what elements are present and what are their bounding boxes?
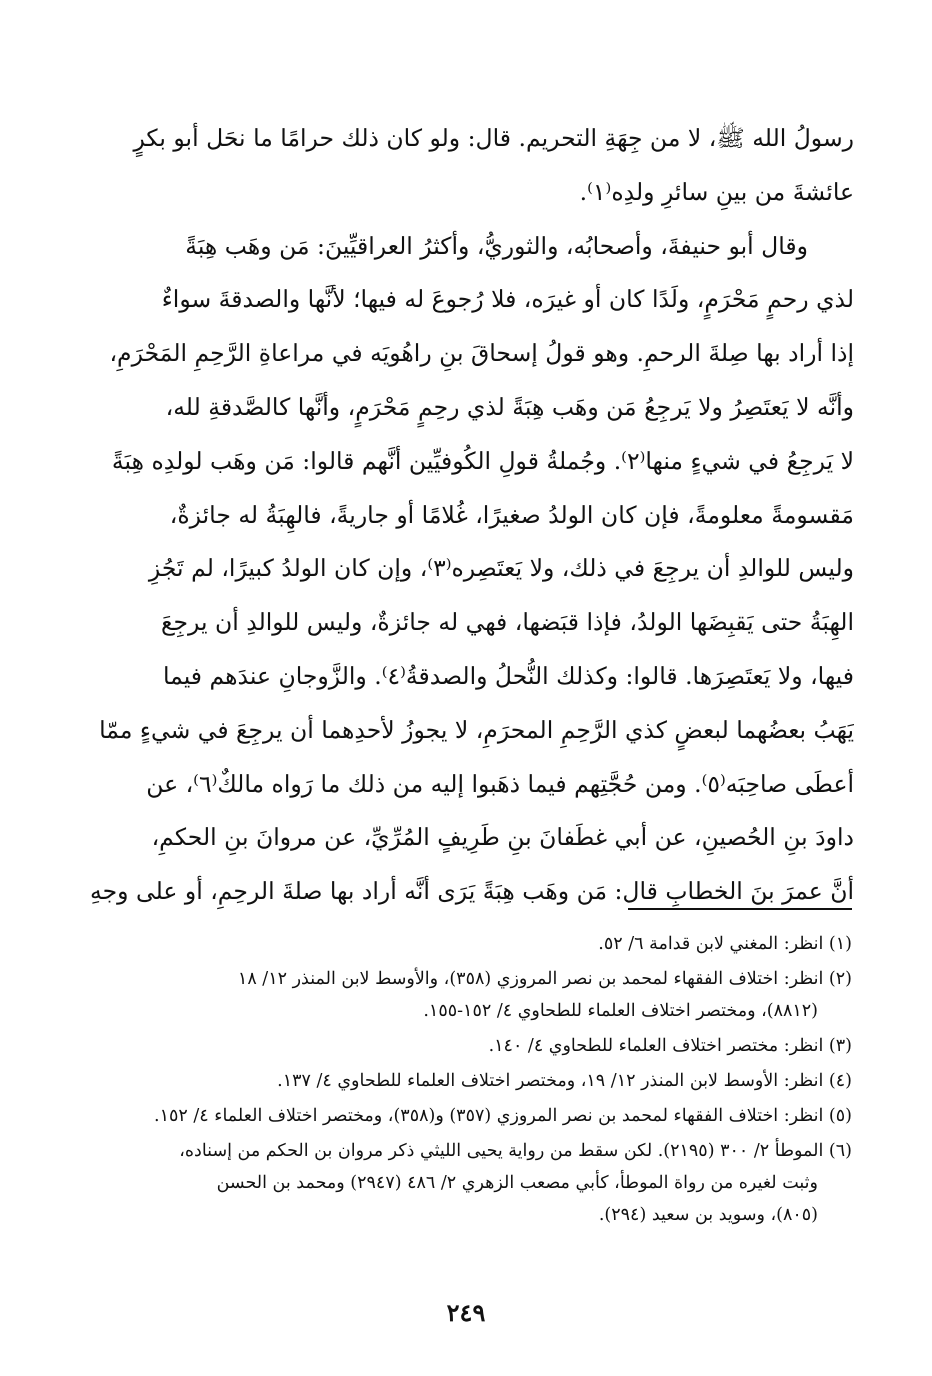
footnote-line: (٣) انظر: مختصر اختلاف العلماء للطحاوي ٤/ ١٤٠. <box>488 1036 852 1056</box>
text-line: لذي رحمٍ مَحْرَمٍ، ولَدًا كان أو غيرَه، فلا رُجوعَ له فيها؛ لأنَّها والصدقةَ سواءٌ <box>161 285 854 314</box>
footnote-line: (٦) الموطأ ٢/ ٣٠٠ (٢١٩٥). لكن سقط من رواية يحيى الليثي ذكر مروان بن الحكم من إسناده، <box>179 1141 852 1161</box>
text-line: فيها، ولا يَعتَصِرَها. قالوا: وكذلك النُّحلُ والصدقةُ⁽٤⁾. والزَّوجانِ عندَهم فيما <box>162 661 854 690</box>
footnote-line: (١) انظر: المغني لابن قدامة ٦/ ٥٢. <box>598 934 852 954</box>
footnotes <box>92 928 852 1231</box>
main-text-body <box>86 112 854 919</box>
footnote-4 <box>92 1065 852 1097</box>
text-line: مَقسومةً معلومةً، فإن كان الولدُ صغيرًا، غُلامًا أو جاريةً، فالهِبَةُ له جائزةٌ، <box>169 500 854 529</box>
footnote-1 <box>92 928 852 960</box>
text-line: وليس للوالدِ أن يرجِعَ في ذلك، ولا يَعتَصِره⁽٣⁾، وإن كان الولدُ كبيرًا، لم تَجُزِ <box>148 554 854 583</box>
footnote-6 <box>92 1135 852 1231</box>
footnote-line: (٢) انظر: اختلاف الفقهاء لمحمد بن نصر المروزي (٣٥٨)، والأوسط لابن المنذر ١٢/ ١٨ <box>237 969 852 989</box>
footnote-line: (٥) انظر: اختلاف الفقهاء لمحمد بن نصر المروزي (٣٥٧) و(٣٥٨)، ومختصر اختلاف العلماء ٤/ ١٥٢. <box>154 1106 852 1126</box>
text-line: إذا أراد بها صِلةَ الرحمِ. وهو قولُ إسحاقَ بنِ راهُويَه في مراعاةِ الرَّحِمِ المَحْرَمِ، <box>109 339 854 368</box>
footnote-line: (٨٠٥)، وسويد بن سعيد (٢٩٤). <box>598 1205 818 1225</box>
page-number: ٢٤٩ <box>446 1298 486 1327</box>
footnote-line: (٤) انظر: الأوسط لابن المنذر ١٢/ ١٩، ومختصر اختلاف العلماء للطحاوي ٤/ ١٣٧. <box>277 1071 852 1091</box>
footnote-separator <box>628 908 852 910</box>
text-line: أنَّ عمرَ بنَ الخطابِ قال: مَن وهَب هِبَةً يَرَى أنَّه أراد بها صلةَ الرحِمِ، أو على وجهِ <box>90 877 854 906</box>
text-line: داودَ بنِ الحُصينِ، عن أبي غطَفانَ بنِ طَرِيفٍ المُرِّيِّ، عن مروانَ بنِ الحكمِ، <box>151 823 854 852</box>
text-line: رسولُ الله ﷺ، لا من جِهَةِ التحريم. قال: ولو كان ذلك حرامًا ما نحَل أبو بكرٍ <box>133 124 854 152</box>
text-line: عائشةَ من بينِ سائرِ ولدِه⁽١⁾. <box>579 177 854 206</box>
footnote-3 <box>92 1030 852 1062</box>
footnote-line: وثبت لغيره من رواة الموطأ، كأبي مصعب الزهري ٢/ ٤٨٦ (٢٩٤٧) ومحمد بن الحسن <box>216 1173 818 1193</box>
text-line: الهِبَةُ حتى يَقبِضَها الولدُ، فإذا قبَضها، فهي له جائزةٌ، وليس للوالدِ أن يرجِعَ <box>160 608 854 637</box>
footnote-line: (٨٨١٢)، ومختصر اختلاف العلماء للطحاوي ٤/ ١٥٢-١٥٥. <box>423 1001 818 1021</box>
text-line: وأنَّه لا يَعتَصِرُ ولا يَرجِعُ مَن وهَب هِبَةً لذي رحِمٍ مَحْرَمٍ، وأنَّها كالصَّدقةِ لله، <box>165 392 854 421</box>
footnote-5 <box>92 1100 852 1132</box>
text-line: يَهَبُ بعضُهما لبعضٍ كذي الرَّحِمِ المحرَمِ، لا يجوزُ لأحدِهما أن يرجِعَ في شيءٍ ممّا <box>99 715 854 744</box>
text-line: أعطَى صاحِبَه⁽٥⁾. ومن حُجَّتِهم فيما ذهَبوا إليه من ذلك ما رَواه مالكٌ⁽٦⁾، عن <box>146 769 854 798</box>
text-line: وقال أبو حنيفةَ، وأصحابُه، والثوريُّ، وأكثرُ العراقيِّينَ: مَن وهَب هِبَةً <box>185 231 808 260</box>
footnote-2 <box>92 963 852 1027</box>
text-line: لا يَرجِعُ في شيءٍ منها⁽٢⁾. وجُملةُ قولِ الكُوفيِّين أنَّهم قالوا: مَن وهَب لولدِه هِبَةً <box>111 446 854 475</box>
